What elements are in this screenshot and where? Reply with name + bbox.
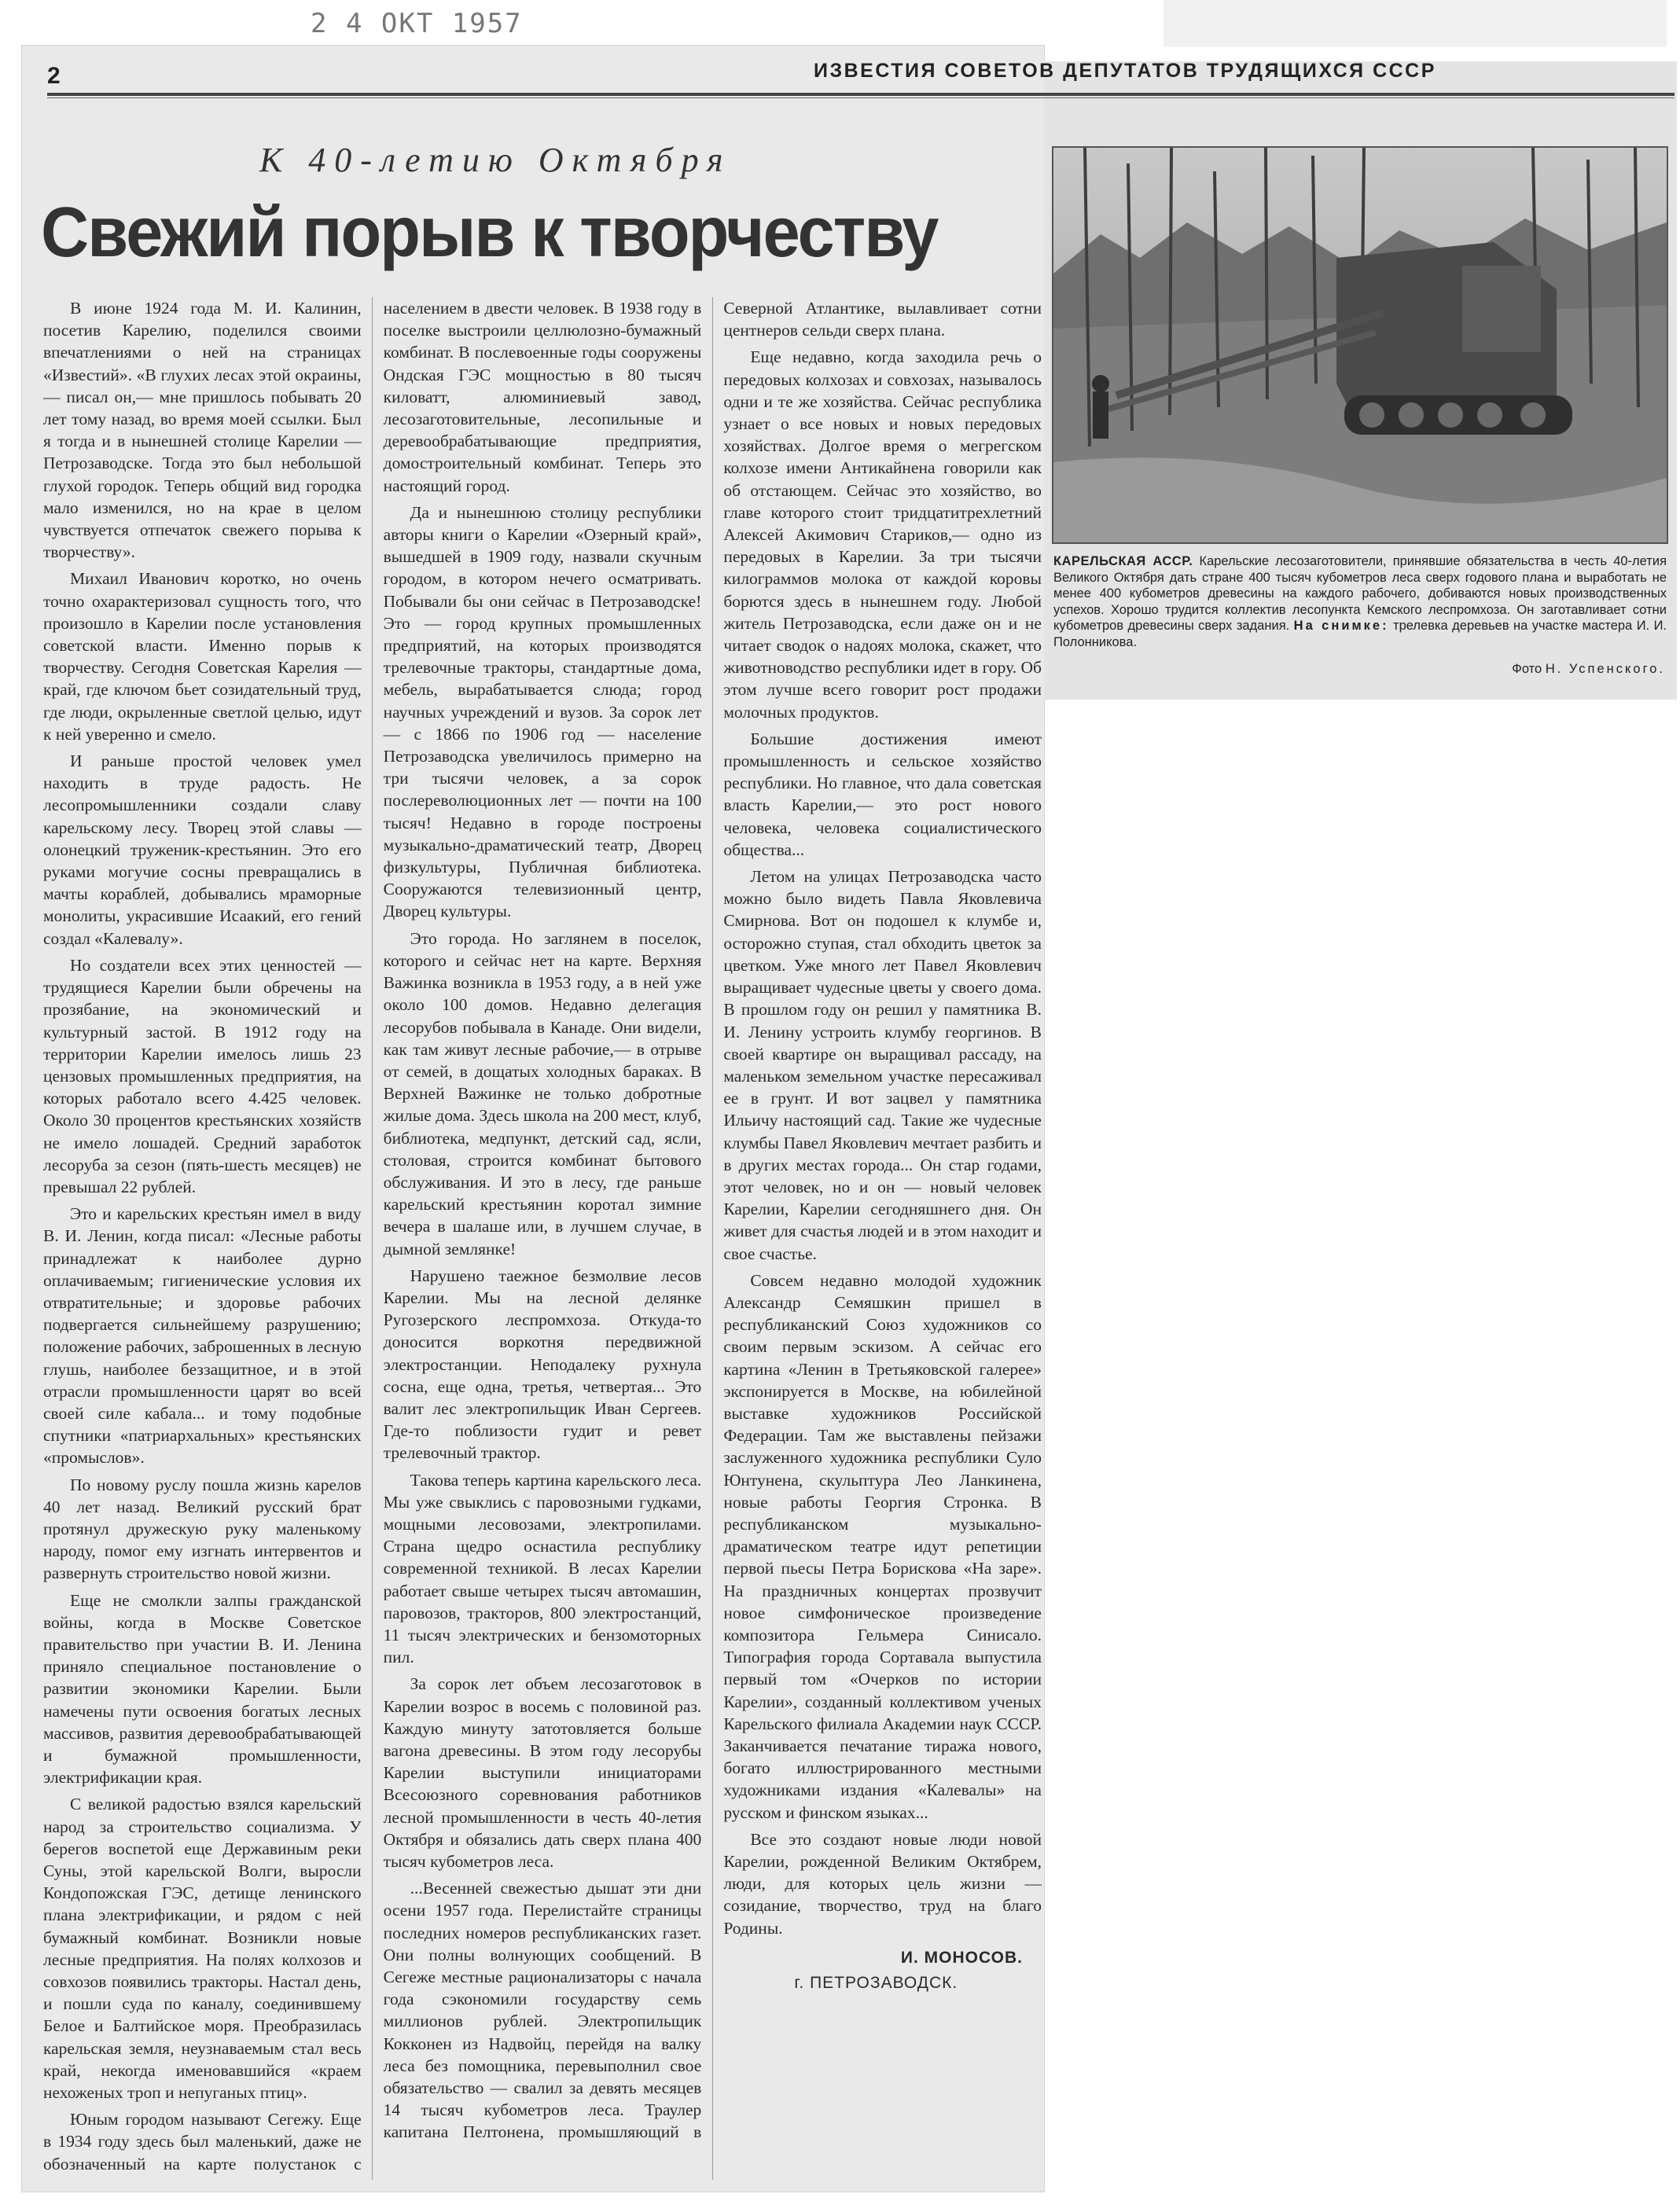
article-headline: Свежий порыв к творчеству (41, 193, 938, 272)
caption-lead: КАРЕЛЬСКАЯ АССР. (1053, 554, 1193, 568)
article-paragraph: Еще недавно, когда заходила речь о передовых колхозах и совхозах, называлось одни и те же хозяйства. Сейчас республика узнает о все новых и новых передовых хозяйствах. Долгое время о мегрегском колхозе имени Антикайнена говорили как об отстающем. Сейчас это хозяйство, во главе которого стоит тридцатитрехлетний Алексей Акимович Стариков,— одно из передовых в Карелии. За три тысячи килограммов молока от каждой коровы борются здесь в нынешнем году. Любой житель Петрозаводска, если даже он и не читает сводок о надоях молока, скажет, что животноводство республики идет в гору. Об этом лучше всего говорит рост продажи молочных продуктов. (723, 347, 1042, 722)
photo-credit-name: Н. Успенского. (1545, 662, 1665, 676)
clipping-top-edge (1164, 0, 1667, 47)
caption-text: Карельские лесозаготовители, принявшие обязательства в честь 40-летия Великого Октября дать стране 400 тысяч кубометров леса сверх годового плана и выработать не менее 400 кубометров древесины на каждого рабочего, добиваются новых производственных успехов. Хорошо трудится коллектив лесопункта Кемского леспромхоза. Он заготавливает сотни кубометров древесины сверх задания. (1053, 554, 1667, 633)
article-paragraph: Это города. Но заглянем в поселок, которого и сейчас нет на карте. Верхняя Важинка возникла в 1953 году, а в ней уже около 100 домов. Недавно делегация лесорубов побывала в Канаде. Они видели, как там живут лесные рабочие,— в отрыве от семей, в дощатых холодных бараках. В Верхней Важинке не только добротные жилые дома. Здесь школа на 200 мест, клуб, библиотека, медпункт, детский сад, ясли, столовая, строится комбинат бытового обслуживания. И это в лесу, где раньше карельский крестьянин коротал зимние вечера в шалаше или, в лучшем случае, в дымной землянке! (383, 928, 702, 1259)
article-paragraph: Но создатели всех этих ценностей — трудящиеся Карелии были обречены на прозябание, на экономический и культурный застой. В 1912 году на территории Карелии имелось лишь 23 цензовых промышленных предприятия, на которых работало всего 4.425 человек. Около 30 процентов крестьянских хозяйств не имело лошадей. Средний заработок лесоруба за сезон (пять-шесть месяцев) не превышал 22 рублей. (43, 955, 362, 1196)
masthead-rule (47, 93, 1674, 96)
page-number: 2 (47, 63, 61, 89)
article-paragraph: Совсем недавно молодой художник Александр Семяшкин пришел в республиканский Союз художников со своим первым эскизом. А сейчас его картина «Ленин в Третьяковской галерее» экспонируется в Москве, на юбилейной выставке художников Российской Федерации. Там же выставлены пейзажи заслуженного художника республики Суло Юнтунена, скульптура Лео Ланкинена, новые работы Георгия Стронка. В республиканском музыкально-драматическом театре идут репетиции первой пьесы Петра Борискова «На заре». На праздничных концертах прозвучит новое симфоническое произведение композитора Гельмера Синисало. Типография города Сортавала выпустила первый том «Очерков по истории Карелии», созданный коллективом ученых Карельского филиала Академии наук СССР. Заканчивается печатание тиража нового, богато иллюстрированного местными художниками издания «Калевалы» на русском и финском языках... (723, 1270, 1042, 1822)
photo-credit-prefix: Фото (1512, 662, 1542, 676)
article-paragraph: И раньше простой человек умел находить в труде радость. Не лесопромышленники создали славу карельскому лесу. Творец этой славы — олонецкий труженик-крестьянин. Это его руками могучие сосны превращались в мачты кораблей, добывались мраморные монолиты, украсившие Исаакий, его гений создал «Калевалу». (43, 751, 362, 948)
caption-tail: трелевка деревьев на участке мастера И. И. Полонникова. (1053, 619, 1667, 649)
article-paragraph: Юным городом называют Сегежу. Еще в 1934 году здесь был маленький, даже не обозначенный на карте полустанок с населением в двести человек. В 1938 году в поселке выстроили целлюлозно-бумажный комбинат. В послевоенные годы сооружены Ондская ГЭС мощностью в 80 тысяч киловатт, алюминиевый завод, лесозаготовительные, лесопильные и деревообрабатывающие предприятия, домостроительный комбинат. Теперь это настоящий город. (43, 299, 702, 2173)
caption-on-photo: На снимке: (1293, 619, 1389, 633)
article-paragraph: Михаил Иванович коротко, но очень точно охарактеризовал сущность того, что произошло в Карелии после установления советской власти. Именно порыв к творчеству. Сегодня Советская Карелия — край, где ключом бьет созидательный труд, где люди, окрыленные светлой целью, идут к ней уверенно и смело. (43, 569, 362, 744)
article-paragraph: В июне 1924 года М. И. Калинин, посетив Карелию, поделился своими впечатлениями о ней на страницах «Известий». «В глухих лесах этой окраины,— писал он,— мне пришлось побывать 20 лет тому назад, во время моей ссылки. Был я тогда и в нынешней столице Карелии — Петрозаводске. Тогда это был небольшой глухой городок. Теперь общий вид городка мало изменился, но на крае в целом чувствуется отпечаток свежего порыва к творчеству». (43, 299, 362, 562)
article-paragraph: По новому руслу пошла жизнь карелов 40 лет назад. Великий русский брат протянул дружескую руку маленькому народу, помог ему изгнать интервентов и развернуть строительство новой жизни. (43, 1475, 362, 1583)
masthead-rule-thin (47, 97, 1674, 98)
article-paragraph: Такова теперь картина карельского леса. Мы уже свыклись с паровозными гудками, мощными лесовозами, электропилами. Страна щедро оснастила республику современной техникой. В лесах Карелии работает свыше четырех тысяч автомашин, паровозов, тракторов, 800 электростанций, 11 тысяч электрических и бензомоторных пил. (383, 1470, 702, 1667)
article-paragraph: За сорок лет объем лесозаготовок в Карелии возрос в восемь с половиной раз. Каждую минуту затотовляется больше вагона древесины. В этом году лесорубы Карелии выступили инициаторами Всесоюзного соревнования работников лесной промышленности в честь 40-летия Октября и обязались дать сверх плана 400 тысяч кубометров леса. (383, 1674, 702, 1872)
article-paragraph: Летом на улицах Петрозаводска часто можно было видеть Павла Яковлевича Смирнова. Вот он подошел к клумбе и, осторожно ступая, стал обходить цветок за цветком. Уже много лет Павел Яковлевич выращивает чудесные цветы у своего дома. В прошлом году он решил у памятника В. И. Ленину устроить клумбу георгинов. В своей квартире он выращивал рассаду, на маленьком земельном участке пересаживал ее в грунт. И вот зацвел у памятника Ильичу настоящий сад. Такие же чудесные клумбы Павел Яковлевич мечтает разбить и в других местах города... Он стар годами, этот человек, но и он — новый человек Карелии, Карелии сегодняшнего дня. Он живет для счастья людей и в этом находит и свое счастье. (723, 867, 1042, 1263)
article-paragraph: Да и нынешнюю столицу республики авторы книги о Карелии «Озерный край», вышедшей в 1909 году, назвали скучным городом, в котором нечего осматривать. Побывали бы они сейчас в Петрозаводске! Это — город крупных промышленных предприятий, на которых производятся трелевочные тракторы, стандартные дома, мебель, вырабатывается слюда; город научных учреждений и вузов. За сорок лет — с 1866 по 1906 год — население Петрозаводска увеличилось примерно на три тысячи человек, а за сорок послереволюционных лет — почти на 100 тысяч! Недавно в городе построены музыкально-драматический театр, Дворец физкультуры, Публичная библиотека. Сооружаются телевизионный центр, Дворец культуры. (383, 502, 702, 921)
article-paragraph: Еще не смолкли залпы гражданской войны, когда в Москве Советское правительство при участии В. И. Ленина приняло специальное постановление о развитии экономики Карелии. Были намечены пути освоения богатых лесных массивов, развития деревообрабатывающей и бумажной промышленности, электрификации края. (43, 1590, 362, 1788)
article-paragraph: Большие достижения имеют промышленность и сельское хозяйство республики. Но главное, что дала советская власть Карелии,— это рост нового человека, человека социалистического общества... (723, 729, 1042, 859)
article-paragraph: Все это создают новые люди новой Карелии, рожденной Великим Октябрем, люди, для которых цель жизни — созидание, творчество, труд на благо Родины. (723, 1829, 1042, 1938)
forest-logging-photo (1052, 146, 1668, 544)
article-paragraph: С великой радостью взялся карельский народ за строительство социализма. У берегов воспетой еще Державиным реки Суны, этой карельской Волги, выросли Кондопожская ГЭС, детище ленинского плана электрификации, и рядом с ней бумажный комбинат. Возникли новые лесные предприятия. На полях колхозов и совхозов появились тракторы. Настал день, и пошли суда по каналу, соединившему Белое и Балтийское моря. Преобразилась карельская земля, неузнаваемым стал весь край, некогда именовавшийся «краем нехоженых троп и непуганых птиц». (43, 1795, 362, 2103)
article-paragraph: Нарушено таежное безмолвие лесов Карелии. Мы на лесной делянке Ругозерского леспромхоза. Откуда-то доносится воркотня передвижной электростанции. Неподалеку рухнула сосна, еще одна, третья, четвертая... Это валит лес электропильщик Иван Сергеев. Где-то поблизости гудит и ревет трелевочный трактор. (383, 1266, 702, 1463)
photo-caption (1053, 553, 1667, 650)
article-kicker: К 40-летию Октября (259, 141, 732, 179)
article-paragraph: ...Весенней свежестью дышат эти дни осени 1957 года. Перелистайте страницы последних номеров республиканских газет. Они полны волнующих сообщений. В Сегеже местные рационализаторы с начала года сэкономили государству семь миллионов рублей. Электропильщик Кокконен из Надвойц, перейдя на валку леса без помощника, перевыполнил свое обязательство — свалил за девять месяцев 14 тысяч кубометров леса. Траулер капитана Пелтонена, промышляющий в Северной Атлантике, вылавливает сотни центнеров сельди сверх плана. (383, 299, 1042, 2142)
photo-credit (1336, 662, 1665, 677)
photo-illustration (1053, 148, 1667, 542)
newspaper-masthead: ИЗВЕСТИЯ СОВЕТОВ ДЕПУТАТОВ ТРУДЯЩИХСЯ СССР (814, 60, 1436, 82)
article-paragraph: Это и карельских крестьян имел в виду В. И. Ленин, когда писал: «Лесные работы принадлежат к наиболее дурно оплачиваемым; гигиенические условия их отвратительные; и здоровье рабочих подвергается сильнейшему разрушению; положение рабочих, заброшенных в лесную глушь, наиболее беззащитное, и в этой отрасли промышленности царят во всей своей силе кабала... и тому подобные спутники «патриархальных» крестьянских «промыслов». (43, 1204, 362, 1468)
author-signature: И. МОНОСОВ. (900, 1948, 1023, 1967)
date-stamp: 2 4 ОКТ 1957 (311, 8, 523, 39)
author-city: г. ПЕТРОЗАВОДСК. (794, 1974, 958, 1993)
article-body (43, 297, 1042, 2180)
